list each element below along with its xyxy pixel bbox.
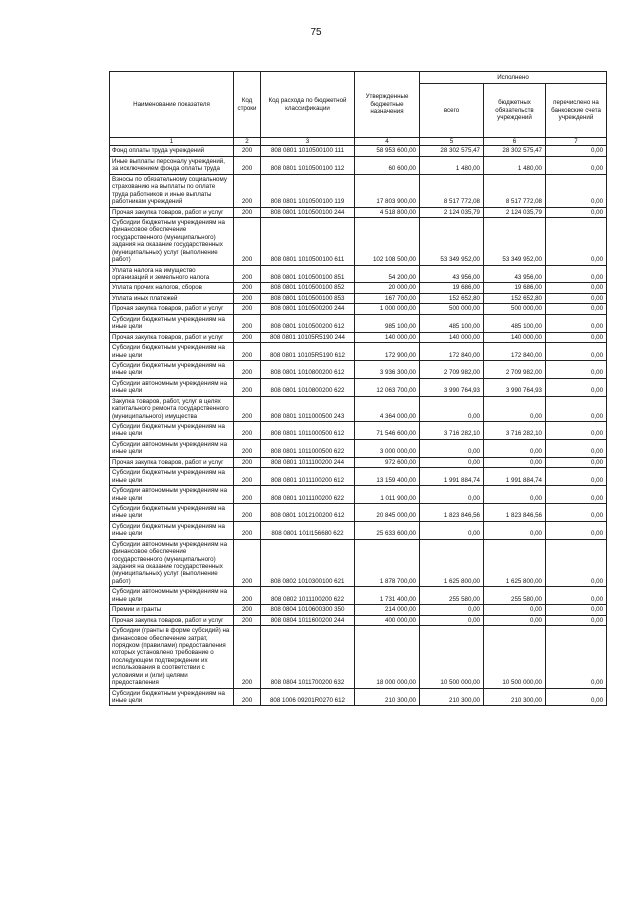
cell-exec-bank: 0,00 <box>546 587 607 605</box>
table-row <box>110 378 607 396</box>
table-row <box>110 343 607 361</box>
cell-name: Субсидии бюджетным учреждениям на иные цели <box>110 422 234 440</box>
cell-row-code: 200 <box>234 439 261 457</box>
cell-row-code: 200 <box>234 265 261 283</box>
cell-exec-bank: 0,00 <box>546 304 607 314</box>
column-number: 3 <box>261 138 355 146</box>
cell-exec-budget: 3 990 764,93 <box>484 378 546 396</box>
cell-class-code: 808 0804 1011700200 632 <box>261 626 355 689</box>
cell-approved: 4 364 000,00 <box>355 396 420 421</box>
cell-row-code: 200 <box>234 587 261 605</box>
cell-class-code: 808 0801 1010500100 851 <box>261 265 355 283</box>
cell-class-code: 808 0801 1011100200 612 <box>261 468 355 486</box>
cell-exec-total: 500 000,00 <box>420 304 484 314</box>
table-row <box>110 146 607 156</box>
cell-approved: 3 000 000,00 <box>355 439 420 457</box>
cell-class-code: 808 0801 1010800200 622 <box>261 378 355 396</box>
cell-row-code: 200 <box>234 283 261 293</box>
cell-name: Субсидии бюджетным учреждениям на иные цели <box>110 688 234 706</box>
header-exec-budget: бюджетных обязательств учреждений <box>484 84 546 138</box>
cell-approved: 4 518 800,00 <box>355 207 420 217</box>
cell-approved: 102 108 500,00 <box>355 217 420 265</box>
cell-row-code: 200 <box>234 605 261 615</box>
cell-name: Прочая закупка товаров, работ и услуг <box>110 207 234 217</box>
cell-exec-budget: 28 302 575,47 <box>484 146 546 156</box>
cell-exec-bank: 0,00 <box>546 396 607 421</box>
cell-exec-budget: 0,00 <box>484 457 546 467</box>
cell-exec-budget: 2 124 035,79 <box>484 207 546 217</box>
header-exec-bank: перечислено на банковские счета учреждений <box>546 84 607 138</box>
cell-exec-budget: 0,00 <box>484 486 546 504</box>
cell-exec-budget: 0,00 <box>484 521 546 539</box>
cell-name: Прочая закупка товаров, работ и услуг <box>110 457 234 467</box>
cell-exec-budget: 152 652,80 <box>484 293 546 303</box>
cell-row-code: 200 <box>234 360 261 378</box>
cell-row-code: 200 <box>234 314 261 332</box>
cell-approved: 214 000,00 <box>355 605 420 615</box>
table-row <box>110 283 607 293</box>
cell-row-code: 200 <box>234 293 261 303</box>
cell-approved: 172 900,00 <box>355 343 420 361</box>
cell-class-code: 808 0801 1010500100 244 <box>261 207 355 217</box>
cell-exec-total: 19 686,00 <box>420 283 484 293</box>
cell-name: Субсидии автономным учреждениям на иные цели <box>110 439 234 457</box>
cell-row-code: 200 <box>234 174 261 207</box>
cell-exec-total: 1 625 800,00 <box>420 539 484 587</box>
cell-exec-bank: 0,00 <box>546 486 607 504</box>
cell-exec-total: 10 500 000,00 <box>420 626 484 689</box>
page-number: 75 <box>310 27 322 38</box>
cell-exec-bank: 0,00 <box>546 422 607 440</box>
table-row <box>110 207 607 217</box>
cell-exec-budget: 2 709 982,00 <box>484 360 546 378</box>
cell-exec-total: 8 517 772,08 <box>420 174 484 207</box>
cell-row-code: 200 <box>234 688 261 706</box>
cell-class-code: 808 0801 1011000500 622 <box>261 439 355 457</box>
table-row <box>110 293 607 303</box>
cell-exec-total: 2 124 035,79 <box>420 207 484 217</box>
cell-exec-total: 3 716 282,10 <box>420 422 484 440</box>
column-number: 6 <box>484 138 546 146</box>
cell-exec-budget: 1 480,00 <box>484 156 546 174</box>
cell-class-code: 808 0801 1011100200 244 <box>261 457 355 467</box>
cell-approved: 1 011 900,00 <box>355 486 420 504</box>
table-row <box>110 422 607 440</box>
table-row <box>110 486 607 504</box>
cell-exec-total: 0,00 <box>420 615 484 625</box>
cell-name: Фонд оплаты труда учреждений <box>110 146 234 156</box>
cell-exec-bank: 0,00 <box>546 539 607 587</box>
cell-class-code: 808 0801 1010500100 853 <box>261 293 355 303</box>
cell-row-code: 200 <box>234 207 261 217</box>
cell-approved: 12 063 700,00 <box>355 378 420 396</box>
cell-exec-total: 3 990 764,93 <box>420 378 484 396</box>
cell-exec-budget: 140 000,00 <box>484 332 546 342</box>
cell-exec-budget: 1 625 800,00 <box>484 539 546 587</box>
cell-exec-bank: 0,00 <box>546 314 607 332</box>
cell-exec-budget: 19 686,00 <box>484 283 546 293</box>
cell-exec-total: 0,00 <box>420 457 484 467</box>
cell-name: Субсидии автономным учреждениям на иные цели <box>110 486 234 504</box>
cell-name: Субсидии бюджетным учреждениям на иные цели <box>110 503 234 521</box>
cell-name: Иные выплаты персоналу учреждений, за исключением фонда оплаты труда <box>110 156 234 174</box>
cell-approved: 20 845 000,00 <box>355 503 420 521</box>
cell-exec-bank: 0,00 <box>546 156 607 174</box>
cell-exec-budget: 255 580,00 <box>484 587 546 605</box>
cell-exec-bank: 0,00 <box>546 343 607 361</box>
cell-name: Закупка товаров, работ, услуг в целях капитального ремонта государственного (муниципального) имущества <box>110 396 234 421</box>
cell-approved: 1 731 400,00 <box>355 587 420 605</box>
table-row <box>110 156 607 174</box>
cell-row-code: 200 <box>234 626 261 689</box>
cell-class-code: 808 1006 09201R0270 612 <box>261 688 355 706</box>
cell-row-code: 200 <box>234 521 261 539</box>
cell-approved: 985 100,00 <box>355 314 420 332</box>
cell-approved: 400 000,00 <box>355 615 420 625</box>
cell-exec-total: 0,00 <box>420 486 484 504</box>
cell-row-code: 200 <box>234 304 261 314</box>
cell-exec-total: 0,00 <box>420 521 484 539</box>
cell-class-code: 808 0801 1010500100 111 <box>261 146 355 156</box>
cell-name: Субсидии бюджетным учреждениям на иные цели <box>110 360 234 378</box>
cell-row-code: 200 <box>234 468 261 486</box>
cell-name: Субсидии бюджетным учреждениям на иные цели <box>110 468 234 486</box>
header-executed: Исполнено <box>420 72 607 84</box>
table-row <box>110 468 607 486</box>
cell-exec-budget: 485 100,00 <box>484 314 546 332</box>
cell-name: Субсидии автономным учреждениям на иные цели <box>110 378 234 396</box>
cell-exec-budget: 1 823 846,56 <box>484 503 546 521</box>
cell-approved: 210 300,00 <box>355 688 420 706</box>
cell-exec-bank: 0,00 <box>546 332 607 342</box>
cell-class-code: 808 0801 1010800200 612 <box>261 360 355 378</box>
cell-exec-bank: 0,00 <box>546 521 607 539</box>
cell-class-code: 808 0802 1011100200 622 <box>261 587 355 605</box>
cell-name: Уплата прочих налогов, сборов <box>110 283 234 293</box>
cell-class-code: 808 0801 101I156680 622 <box>261 521 355 539</box>
cell-name: Прочая закупка товаров, работ и услуг <box>110 304 234 314</box>
cell-exec-bank: 0,00 <box>546 360 607 378</box>
table-row <box>110 521 607 539</box>
cell-row-code: 200 <box>234 332 261 342</box>
cell-approved: 17 803 900,00 <box>355 174 420 207</box>
cell-exec-budget: 53 349 952,00 <box>484 217 546 265</box>
budget-execution-table <box>109 71 607 706</box>
column-number: 1 <box>110 138 234 146</box>
cell-exec-bank: 0,00 <box>546 265 607 283</box>
cell-row-code: 200 <box>234 146 261 156</box>
table-row <box>110 457 607 467</box>
table-row <box>110 605 607 615</box>
cell-exec-bank: 0,00 <box>546 293 607 303</box>
cell-exec-bank: 0,00 <box>546 457 607 467</box>
cell-exec-budget: 210 300,00 <box>484 688 546 706</box>
table-row <box>110 587 607 605</box>
cell-row-code: 200 <box>234 396 261 421</box>
cell-exec-budget: 172 840,00 <box>484 343 546 361</box>
cell-exec-total: 210 300,00 <box>420 688 484 706</box>
column-number: 5 <box>420 138 484 146</box>
cell-row-code: 200 <box>234 539 261 587</box>
cell-exec-bank: 0,00 <box>546 207 607 217</box>
cell-exec-bank: 0,00 <box>546 146 607 156</box>
column-number: 4 <box>355 138 420 146</box>
cell-class-code: 808 0801 1011000500 243 <box>261 396 355 421</box>
cell-name: Субсидии бюджетным учреждениям на финансовое обеспечение государственного (муниципального) задания на оказание государственных (муниципальных) услуг (выполнение работ) <box>110 217 234 265</box>
cell-exec-budget: 43 956,00 <box>484 265 546 283</box>
cell-class-code: 808 0801 1011000500 612 <box>261 422 355 440</box>
cell-name: Субсидии автономным учреждениям на иные цели <box>110 587 234 605</box>
cell-approved: 1 000 000,00 <box>355 304 420 314</box>
cell-class-code: 808 0804 1010600300 350 <box>261 605 355 615</box>
cell-exec-budget: 8 517 772,08 <box>484 174 546 207</box>
header-row-code: Код строки <box>234 72 261 138</box>
cell-exec-total: 0,00 <box>420 439 484 457</box>
cell-exec-total: 152 652,80 <box>420 293 484 303</box>
cell-row-code: 200 <box>234 422 261 440</box>
cell-class-code: 808 0801 10105R5190 244 <box>261 332 355 342</box>
table-row <box>110 688 607 706</box>
cell-exec-bank: 0,00 <box>546 283 607 293</box>
cell-approved: 167 700,00 <box>355 293 420 303</box>
cell-exec-total: 0,00 <box>420 605 484 615</box>
cell-approved: 3 936 300,00 <box>355 360 420 378</box>
cell-class-code: 808 0801 1010500200 244 <box>261 304 355 314</box>
table-row <box>110 539 607 587</box>
cell-exec-total: 485 100,00 <box>420 314 484 332</box>
cell-exec-budget: 10 500 000,00 <box>484 626 546 689</box>
cell-exec-budget: 1 991 884,74 <box>484 468 546 486</box>
cell-approved: 58 953 600,00 <box>355 146 420 156</box>
cell-class-code: 808 0802 1010300100 621 <box>261 539 355 587</box>
cell-approved: 54 200,00 <box>355 265 420 283</box>
cell-row-code: 200 <box>234 156 261 174</box>
cell-name: Субсидии бюджетным учреждениям на иные цели <box>110 521 234 539</box>
header-class-code: Код расхода по бюджетной классификации <box>261 72 355 138</box>
cell-exec-total: 1 480,00 <box>420 156 484 174</box>
cell-exec-total: 1 823 846,56 <box>420 503 484 521</box>
cell-class-code: 808 0801 1010500100 611 <box>261 217 355 265</box>
cell-exec-bank: 0,00 <box>546 174 607 207</box>
cell-approved: 71 546 600,00 <box>355 422 420 440</box>
cell-exec-budget: 0,00 <box>484 615 546 625</box>
cell-exec-total: 43 956,00 <box>420 265 484 283</box>
table-row <box>110 304 607 314</box>
table-row <box>110 626 607 689</box>
cell-exec-bank: 0,00 <box>546 468 607 486</box>
cell-exec-bank: 0,00 <box>546 439 607 457</box>
cell-name: Субсидии (гранты в форме субсидий) на финансовое обеспечение затрат, порядком (правилами) предоставления которых установлено требование о последующем подтверждении их использования в соответствии с условиями и (или) целями предоставления <box>110 626 234 689</box>
table-row <box>110 217 607 265</box>
cell-approved: 25 633 600,00 <box>355 521 420 539</box>
cell-exec-budget: 3 716 282,10 <box>484 422 546 440</box>
table-row <box>110 360 607 378</box>
cell-class-code: 808 0804 1011600200 244 <box>261 615 355 625</box>
cell-class-code: 808 0801 1010500100 112 <box>261 156 355 174</box>
cell-name: Субсидии бюджетным учреждениям на иные цели <box>110 343 234 361</box>
cell-exec-bank: 0,00 <box>546 217 607 265</box>
table-row <box>110 439 607 457</box>
cell-row-code: 200 <box>234 378 261 396</box>
table-row <box>110 615 607 625</box>
header-approved: Утвержденные бюджетные назначения <box>355 72 420 138</box>
table-row <box>110 503 607 521</box>
cell-exec-total: 1 991 884,74 <box>420 468 484 486</box>
cell-exec-total: 0,00 <box>420 396 484 421</box>
cell-approved: 13 159 400,00 <box>355 468 420 486</box>
table-row <box>110 265 607 283</box>
cell-exec-total: 28 302 575,47 <box>420 146 484 156</box>
column-number: 7 <box>546 138 607 146</box>
cell-name: Уплата налога на имущество организаций и земельного налога <box>110 265 234 283</box>
cell-name: Прочая закупка товаров, работ и услуг <box>110 615 234 625</box>
cell-row-code: 200 <box>234 503 261 521</box>
cell-class-code: 808 0801 1010500100 119 <box>261 174 355 207</box>
cell-approved: 140 000,00 <box>355 332 420 342</box>
cell-exec-bank: 0,00 <box>546 503 607 521</box>
cell-exec-budget: 0,00 <box>484 396 546 421</box>
cell-exec-bank: 0,00 <box>546 605 607 615</box>
table-row <box>110 332 607 342</box>
cell-class-code: 808 0801 10105R5190 612 <box>261 343 355 361</box>
cell-exec-bank: 0,00 <box>546 688 607 706</box>
cell-exec-total: 255 580,00 <box>420 587 484 605</box>
cell-exec-bank: 0,00 <box>546 615 607 625</box>
cell-exec-bank: 0,00 <box>546 378 607 396</box>
cell-exec-total: 140 000,00 <box>420 332 484 342</box>
cell-exec-total: 53 349 952,00 <box>420 217 484 265</box>
cell-exec-total: 172 840,00 <box>420 343 484 361</box>
cell-approved: 972 600,00 <box>355 457 420 467</box>
cell-approved: 20 000,00 <box>355 283 420 293</box>
cell-row-code: 200 <box>234 217 261 265</box>
header-name: Наименование показателя <box>110 72 234 138</box>
header-exec-total: всего <box>420 84 484 138</box>
cell-name: Взносы по обязательному социальному страхованию на выплаты по оплате труда работников и иные выплаты работникам учреждений <box>110 174 234 207</box>
table-row <box>110 314 607 332</box>
cell-approved: 18 000 000,00 <box>355 626 420 689</box>
cell-exec-total: 2 709 982,00 <box>420 360 484 378</box>
table-row <box>110 174 607 207</box>
cell-name: Уплата иных платежей <box>110 293 234 303</box>
cell-row-code: 200 <box>234 457 261 467</box>
column-number: 2 <box>234 138 261 146</box>
cell-name: Прочая закупка товаров, работ и услуг <box>110 332 234 342</box>
cell-row-code: 200 <box>234 615 261 625</box>
cell-name: Субсидии бюджетным учреждениям на иные цели <box>110 314 234 332</box>
cell-row-code: 200 <box>234 486 261 504</box>
table-row <box>110 396 607 421</box>
column-number-row <box>110 138 607 146</box>
cell-row-code: 200 <box>234 343 261 361</box>
cell-exec-budget: 0,00 <box>484 439 546 457</box>
cell-exec-budget: 500 000,00 <box>484 304 546 314</box>
cell-class-code: 808 0801 1010500100 852 <box>261 283 355 293</box>
cell-exec-budget: 0,00 <box>484 605 546 615</box>
cell-name: Субсидии автономным учреждениям на финансовое обеспечение государственного (муниципального) задания на оказание государственных (муниципальных) услуг (выполнение работ) <box>110 539 234 587</box>
cell-class-code: 808 0801 1012100200 612 <box>261 503 355 521</box>
cell-name: Премии и гранты <box>110 605 234 615</box>
cell-class-code: 808 0801 1010500200 612 <box>261 314 355 332</box>
cell-class-code: 808 0801 1011100200 622 <box>261 486 355 504</box>
cell-approved: 60 600,00 <box>355 156 420 174</box>
cell-approved: 1 878 700,00 <box>355 539 420 587</box>
cell-exec-bank: 0,00 <box>546 626 607 689</box>
